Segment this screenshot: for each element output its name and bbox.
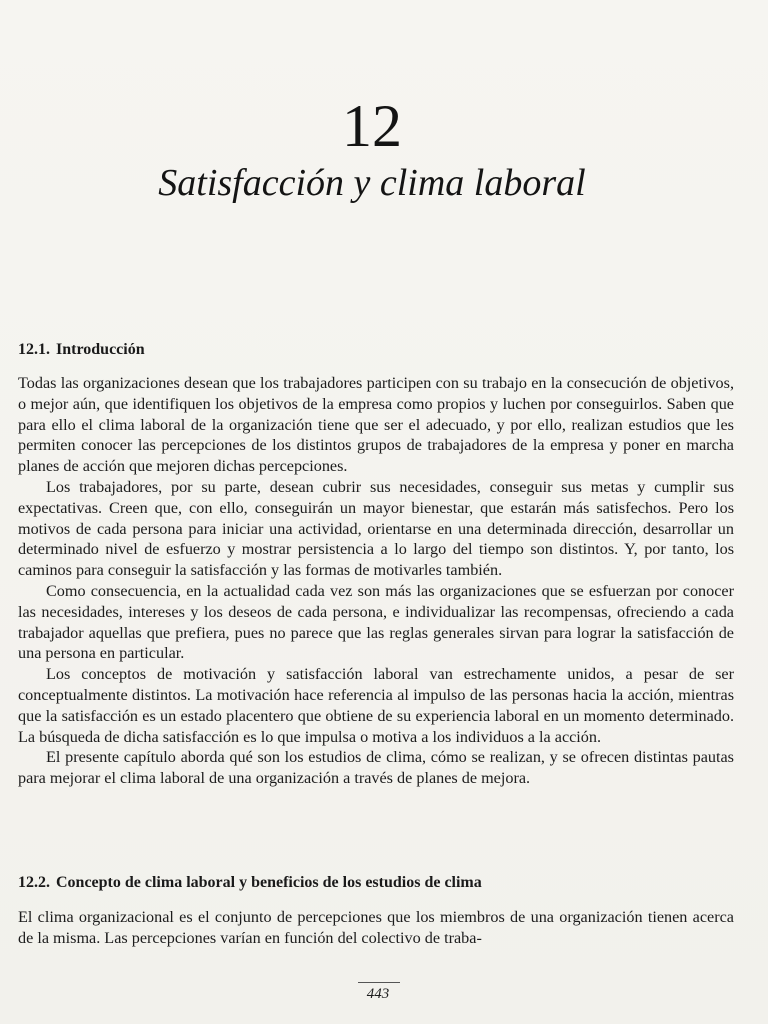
paragraph: Como consecuencia, en la actualidad cada vez son más las organizaciones que se esfuerzan por conocer las necesidades, intereses y los deseos de cada persona, e individualizar las recompensas, ofreciendo a cada trabajador aquellas que prefiera, pues no parece que las reglas generales sirvan para lograr la satisfacción de una persona en particular. (18, 581, 734, 663)
chapter-number: 12 (342, 93, 402, 159)
section-title: Concepto de clima laboral y beneficios de los estudios de clima (56, 874, 482, 891)
section-number: 12.2. (18, 874, 50, 891)
footer-rule (358, 982, 400, 983)
page-number: 443 (366, 986, 390, 1002)
chapter-title: Satisfacción y clima laboral (158, 162, 586, 204)
paragraph: Los conceptos de motivación y satisfacción laboral van estrechamente unidos, a pesar de ser conceptualmente distintos. La motivación hace referencia al impulso de las personas hacia la acción, mientras que la satisfacción es un estado placentero que obtiene de su experiencia laboral en un momento determinado. La búsqueda de dicha satisfacción es lo que impulsa o motiva a los individuos a la acción. (18, 665, 734, 746)
section-body-introduccion (18, 373, 734, 789)
paragraph: El clima organizacional es el conjunto de percepciones que los miembros de una organización tienen acerca de la misma. Las percepciones varían en función del colectivo de traba- (18, 908, 734, 947)
section-number: 12.1. (18, 341, 50, 358)
paragraph: Todas las organizaciones desean que los trabajadores participen con su trabajo en la consecución de objetivos, o mejor aún, que identifiquen los objetivos de la empresa como propios y luchen por conseguirlos. Saben que para ello el clima laboral de la organización tiene que ser el adecuado, y por ello, realizan estudios que les permiten conocer las percepciones de los distintos grupos de trabajadores de la empresa y poner en marcha planes de acción que mejoren dichas percepciones. (18, 374, 734, 476)
section-body-concepto-clima (18, 907, 734, 949)
section-heading-concepto-clima (18, 873, 482, 893)
paragraph: El presente capítulo aborda qué son los estudios de clima, cómo se realizan, y se ofrecen distintas pautas para mejorar el clima laboral de una organización a través de planes de mejora. (18, 748, 734, 788)
paragraph: Los trabajadores, por su parte, desean cubrir sus necesidades, conseguir sus metas y cumplir sus expectativas. Creen que, con ello, conseguirán un mayor bienestar, que estarán más satisfechos. Pero los motivos de cada persona para iniciar una actividad, orientarse en una determinada dirección, desarrollar un determinado nivel de esfuerzo y mostrar persistencia a lo largo del tiempo son distintos. Y, por tanto, los caminos para conseguir la satisfacción y las formas de motivarles también. (18, 477, 734, 580)
section-title: Introducción (56, 341, 145, 358)
section-heading-introduccion (18, 340, 145, 360)
